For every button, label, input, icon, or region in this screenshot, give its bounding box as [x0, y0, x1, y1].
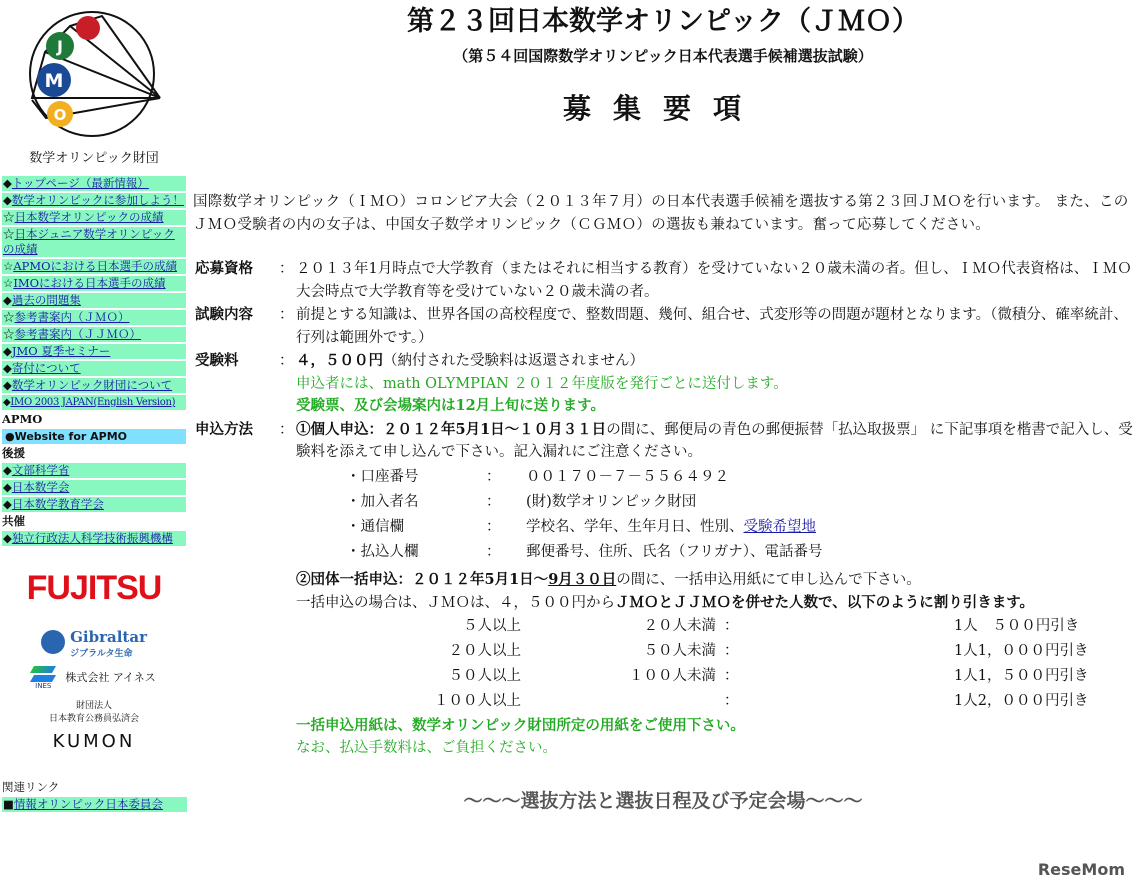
colon: ： [486, 468, 501, 485]
nav-link[interactable]: 日本ジュニア数学オリンピックの成績 [3, 227, 175, 256]
field-row [296, 491, 1133, 516]
fee-burden-note: なお、払込手数料は、ご負担ください。 [296, 740, 557, 756]
sidebar-nav [2, 176, 186, 546]
discount-amount: 1人2，０００円引き [954, 692, 1089, 709]
nav-marker: ◆ [3, 361, 12, 375]
nav-item[interactable] [2, 227, 186, 257]
group-deadline: 9月３０日 [548, 570, 617, 588]
gibraltar-sub: ジブラルタ生命 [70, 649, 133, 659]
page-subtitle: （第５４回国際数学オリンピック日本代表選手候補選抜試験） [453, 47, 873, 65]
nav-marker: ☆ [3, 327, 15, 341]
discount-intro: 一括申込の場合は、ＪＭＯは、４，５００円から [296, 595, 615, 611]
nav-link[interactable]: 数学オリンピックに参加しよう！ [11, 193, 184, 207]
cohost-item[interactable] [2, 531, 186, 546]
nav-marker: ◆ [3, 463, 12, 477]
kousaikai-logo[interactable] [0, 700, 188, 726]
colon: ： [724, 642, 739, 659]
discount-amount: 1人 ５００円引き [954, 617, 1080, 634]
discount-row [296, 690, 1133, 715]
support-link[interactable]: 日本数学会 [11, 480, 70, 494]
ines-label: INES [35, 682, 52, 690]
nav-item[interactable] [2, 361, 186, 376]
nav-link[interactable]: IMOにおける日本選手の成績 [13, 276, 166, 290]
eligibility-text: ２０１３年1月時点で大学教育（またはそれに相当する教育）を受けていない２０歳未満の者。但し、ＩＭＯ代表資格は、ＩＭＯ大会時点で大学教育等を受けていない２０歳未満の者。 [296, 261, 1132, 300]
nav-link[interactable]: IMO 2003 JAPAN(English Version) [10, 397, 176, 408]
fee-amount: ４，５００円 [296, 352, 383, 369]
fujitsu-logo[interactable]: FUJITSU [26, 569, 162, 607]
fee-ticket-note: 受験票、及び会場案内は12月上旬に送ります。 [296, 397, 606, 414]
intro-text: 国際数学オリンピック（ＩＭＯ）コロンビア大会（２０１３年７月）の日本代表選手候補を選抜する第２３回ＪＭＯを行います。 また、このＪＭＯ受験者の内の女子は、中国女子数学オリンピック（ＣＧＭＯ）の選抜も兼ねています。奮って応募してください。 [193, 194, 1129, 233]
nav-item[interactable] [2, 378, 186, 393]
gibraltar-emblem-icon [41, 630, 65, 654]
group-head: ②団体一括申込：２０１２年5月1日～ [296, 570, 549, 588]
apply-label: 申込方法 [195, 420, 253, 438]
field-key: ・通信欄 [346, 518, 404, 535]
nav-item[interactable] [2, 344, 186, 359]
logo-letter-m: M [44, 70, 64, 92]
field-row [296, 541, 1133, 566]
next-section-heading: ～～～選抜方法と選抜日程及び予定会場～～～ [463, 789, 863, 812]
field-value: ００１７０－７－５５６４９２ [526, 468, 729, 485]
fee-note-green: 申込者には、math OLYMPIAN ２０１２年度版を発行ごとに送付します。 [296, 375, 788, 392]
nav-link[interactable]: 日本数学オリンピックの成績 [14, 210, 164, 224]
discount-amount: 1人1，５００円引き [954, 667, 1089, 684]
support-item[interactable] [2, 497, 186, 512]
apmo-website-link[interactable]: ●Website for APMO [2, 429, 186, 444]
support-item[interactable] [2, 463, 186, 478]
field-value: (財)数学オリンピック財団 [526, 493, 697, 510]
related-item[interactable] [2, 797, 187, 812]
logo-letter-o: O [53, 106, 67, 124]
nav-link[interactable]: 過去の問題集 [11, 293, 81, 307]
gibraltar-logo[interactable] [0, 630, 188, 658]
field-key: ・払込人欄 [346, 543, 419, 560]
content-text: 前提とする知識は、世界各国の高校程度で、整数問題、幾何、組合せ、式変形等の問題が題材となります。（微積分、確率統計、行列は範囲外です。） [296, 307, 1128, 346]
nav-marker: ◆ [3, 193, 12, 207]
related-link[interactable]: 情報オリンピック日本委員会 [13, 797, 163, 811]
field-row [296, 516, 1133, 541]
kumon-logo[interactable]: KUMON [52, 731, 136, 752]
nav-item[interactable] [2, 276, 186, 291]
colon: ： [279, 307, 294, 323]
nav-item[interactable] [2, 210, 186, 225]
eligibility-label: 応募資格 [195, 260, 253, 277]
nav-marker: ☆ [3, 259, 14, 273]
individual-text: の間に、郵便局の青色の郵便振替「払込取扱票」 に下記事項を楷書で記入し、受験料を添えて申し込んで下さい。記入漏れにご注意ください。 [296, 421, 1133, 460]
discount-rule: ＪＭＯとＪＪＭＯを併せた人数で、以下のように割り引きます。 [615, 594, 1035, 611]
discount-to: ２０人未満 [643, 617, 716, 634]
nav-marker: ◆ [3, 176, 12, 190]
ines-name: 株式会社 アイネス [65, 671, 156, 684]
colon: ： [724, 692, 739, 709]
main-content [193, 0, 1133, 814]
support-item[interactable] [2, 480, 186, 495]
support-link[interactable]: 文部科学省 [11, 463, 70, 477]
discount-from: ５人以上 [463, 617, 521, 634]
logo-letter-j: J [57, 37, 63, 56]
nav-marker: ■ [3, 797, 14, 811]
support-link[interactable]: 日本数学教育学会 [11, 497, 104, 511]
apply-section [193, 419, 1133, 760]
nav-link[interactable]: APMOにおける日本選手の成績 [13, 259, 178, 273]
colon: ： [279, 353, 294, 369]
nav-item[interactable] [2, 310, 186, 325]
discount-amount: 1人1，０００円引き [954, 642, 1089, 659]
nav-marker: ◆ [3, 531, 12, 545]
apmo-heading: APMO [2, 412, 43, 426]
discount-to: ５０人未満 [643, 642, 716, 659]
nav-item[interactable] [2, 327, 186, 342]
jmo-logo [20, 4, 170, 144]
nav-marker: ◆ [3, 293, 12, 307]
kousai-line1: 財団法人 [75, 701, 112, 711]
cohost-heading: 共催 [2, 514, 25, 528]
colon: ： [279, 421, 294, 438]
support-heading: 後援 [2, 446, 25, 460]
colon: ： [486, 543, 501, 560]
field-key: ・口座番号 [346, 468, 419, 485]
nav-item[interactable] [2, 259, 186, 274]
nav-link[interactable]: 参考書案内（ＪＭＯ） [14, 310, 130, 324]
cohost-link[interactable]: 独立行政法人科学技術振興機構 [11, 531, 173, 545]
colon: ： [724, 617, 739, 634]
discount-to [521, 690, 716, 715]
watermark: ReseMom [1037, 860, 1125, 879]
payment-fields [296, 466, 1133, 566]
nav-marker: ◆ [3, 397, 11, 408]
nav-marker: ◆ [3, 497, 12, 511]
individual-head: ①個人申込：２０１２年5月1日～１０月３１日 [296, 420, 607, 438]
nav-marker: ☆ [3, 210, 15, 224]
discount-row [296, 615, 1133, 640]
group-form-note: 一括申込用紙は、数学オリンピック財団所定の用紙をご使用下さい。 [296, 716, 745, 734]
page-title: 第２３回日本数学オリンピック（ＪＭＯ） [407, 6, 919, 37]
discount-from: ２０人以上 [448, 642, 521, 659]
discount-from: ５０人以上 [448, 667, 521, 684]
gibraltar-name: Gibraltar [70, 628, 147, 646]
discount-from: １００人以上 [434, 692, 521, 709]
nav-item[interactable] [2, 176, 186, 191]
nav-marker: ◆ [3, 480, 12, 494]
section-heading: 募集要項 [562, 92, 763, 125]
exam-site-link[interactable]: 受験希望地 [743, 518, 816, 535]
nav-link[interactable]: 数学オリンピック財団について [11, 378, 173, 392]
fee-note: （納付された受験料は返還されません） [383, 353, 644, 369]
field-value: 郵便番号、住所、氏名（フリガナ）、電話番号 [526, 543, 823, 560]
nav-link[interactable]: JMO 夏季セミナー [11, 344, 111, 358]
nav-marker: ◆ [3, 344, 12, 358]
discount-row [296, 640, 1133, 665]
nav-marker: ☆ [3, 276, 14, 290]
field-key: ・加入者名 [346, 493, 419, 510]
nav-link[interactable]: トップページ（最新情報） [11, 176, 149, 190]
nav-item[interactable] [2, 395, 186, 410]
colon: ： [486, 493, 501, 510]
nav-link[interactable]: 寄付について [11, 361, 81, 375]
nav-marker: ☆ [3, 227, 15, 241]
fee-section [193, 350, 1133, 418]
discount-to: １００人未満 [629, 667, 716, 684]
content-section [193, 304, 1133, 349]
colon: ： [486, 518, 501, 535]
field-value: 学校名、学年、生年月日、性別、 [526, 518, 744, 535]
group-text: の間に、一括申込用紙にて申し込んで下さい。 [616, 571, 921, 588]
field-row [296, 466, 1133, 491]
nav-marker: ☆ [3, 310, 15, 324]
content-label: 試験内容 [195, 306, 253, 323]
ines-emblem-icon [32, 666, 54, 690]
nav-item[interactable] [2, 193, 186, 208]
discount-table [296, 615, 1133, 715]
nav-marker: ◆ [3, 378, 12, 392]
colon: ： [724, 667, 739, 684]
ines-logo[interactable] [0, 666, 188, 694]
org-name: 数学オリンピック財団 [29, 151, 159, 166]
nav-link[interactable]: 参考書案内（ＪＪＭＯ） [14, 327, 141, 341]
fee-label: 受験料 [195, 352, 239, 369]
related-heading: 関連リンク [2, 780, 60, 794]
sidebar [0, 0, 188, 812]
nav-item[interactable] [2, 293, 186, 308]
kousai-line2: 日本教育公務員弘済会 [48, 714, 139, 724]
discount-row [296, 665, 1133, 690]
eligibility-section [193, 258, 1133, 303]
colon: ： [279, 261, 294, 277]
